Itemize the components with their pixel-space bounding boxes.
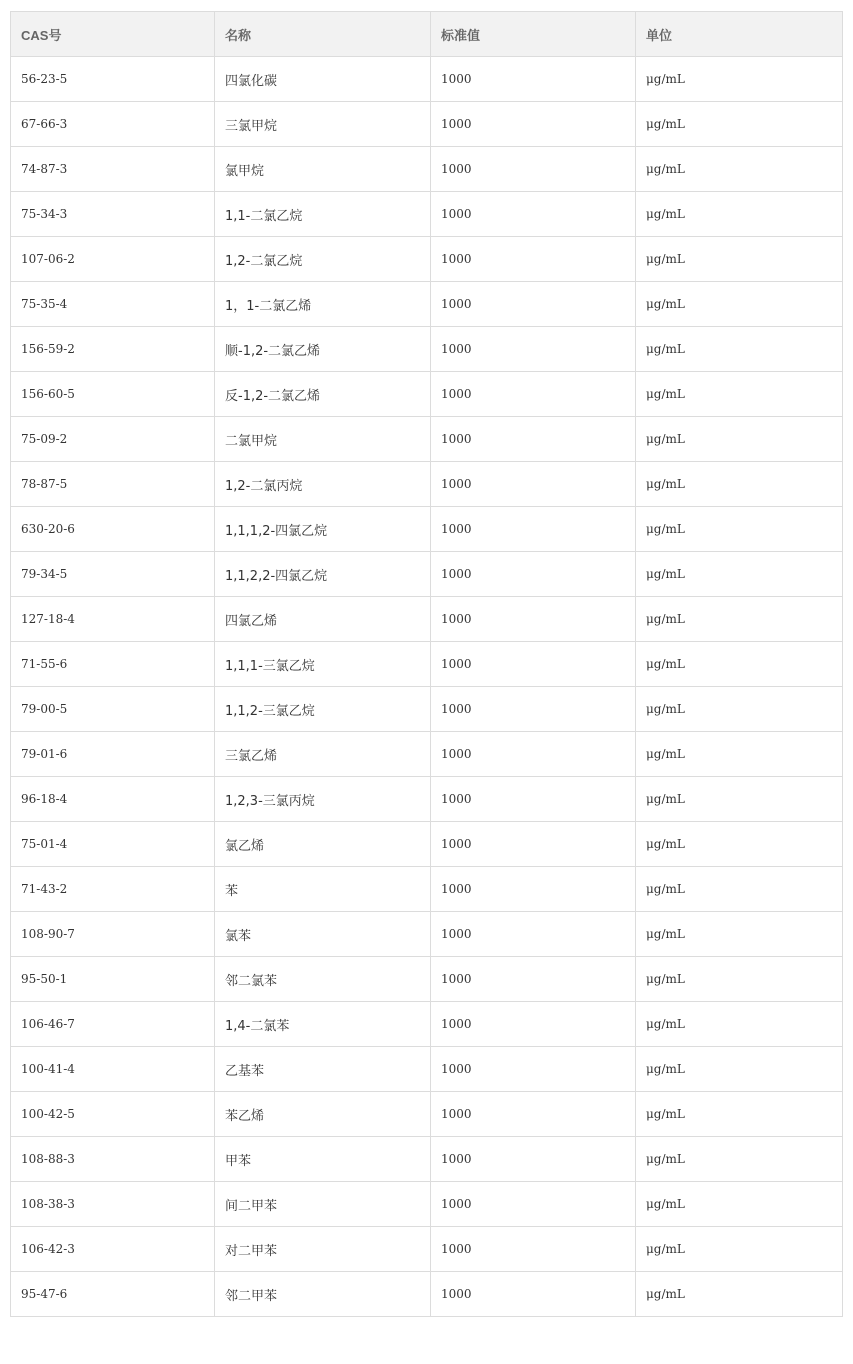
table-row bbox=[11, 192, 843, 237]
standards-table-container bbox=[10, 11, 842, 1317]
standard-value-cell: 1000 bbox=[431, 912, 636, 957]
cas-cell: 79-00-5 bbox=[11, 687, 215, 732]
name-cell: 对二甲苯 bbox=[215, 1227, 431, 1272]
cas-cell: 156-59-2 bbox=[11, 327, 215, 372]
table-row bbox=[11, 327, 843, 372]
table-row bbox=[11, 597, 843, 642]
name-cell: 乙基苯 bbox=[215, 1047, 431, 1092]
standard-value-cell: 1000 bbox=[431, 237, 636, 282]
name-cell: 间二甲苯 bbox=[215, 1182, 431, 1227]
cas-cell: 79-34-5 bbox=[11, 552, 215, 597]
table-row bbox=[11, 687, 843, 732]
unit-cell: μg/mL bbox=[636, 822, 843, 867]
name-cell: 氯乙烯 bbox=[215, 822, 431, 867]
unit-cell: μg/mL bbox=[636, 462, 843, 507]
name-cell: 反-1,2-二氯乙烯 bbox=[215, 372, 431, 417]
standards-table bbox=[10, 11, 843, 1317]
standard-value-cell: 1000 bbox=[431, 777, 636, 822]
table-row bbox=[11, 912, 843, 957]
cas-cell: 78-87-5 bbox=[11, 462, 215, 507]
unit-cell: μg/mL bbox=[636, 147, 843, 192]
standard-value-cell: 1000 bbox=[431, 732, 636, 777]
standard-value-cell: 1000 bbox=[431, 1227, 636, 1272]
name-cell: 甲苯 bbox=[215, 1137, 431, 1182]
standard-value-cell: 1000 bbox=[431, 417, 636, 462]
cas-cell: 108-88-3 bbox=[11, 1137, 215, 1182]
name-cell: 1,1,1,2-四氯乙烷 bbox=[215, 507, 431, 552]
unit-cell: μg/mL bbox=[636, 237, 843, 282]
unit-cell: μg/mL bbox=[636, 102, 843, 147]
name-cell: 邻二甲苯 bbox=[215, 1272, 431, 1317]
cas-cell: 156-60-5 bbox=[11, 372, 215, 417]
unit-cell: μg/mL bbox=[636, 912, 843, 957]
cas-cell: 67-66-3 bbox=[11, 102, 215, 147]
name-cell: 1，1-二氯乙烯 bbox=[215, 282, 431, 327]
table-row bbox=[11, 102, 843, 147]
table-row bbox=[11, 372, 843, 417]
cas-cell: 56-23-5 bbox=[11, 57, 215, 102]
table-row bbox=[11, 957, 843, 1002]
standard-value-cell: 1000 bbox=[431, 327, 636, 372]
cas-cell: 106-42-3 bbox=[11, 1227, 215, 1272]
cas-cell: 127-18-4 bbox=[11, 597, 215, 642]
cas-cell: 79-01-6 bbox=[11, 732, 215, 777]
standard-value-cell: 1000 bbox=[431, 102, 636, 147]
unit-cell: μg/mL bbox=[636, 57, 843, 102]
unit-cell: μg/mL bbox=[636, 687, 843, 732]
unit-cell: μg/mL bbox=[636, 1092, 843, 1137]
table-row bbox=[11, 1227, 843, 1272]
table-row bbox=[11, 1272, 843, 1317]
name-cell: 苯乙烯 bbox=[215, 1092, 431, 1137]
name-cell: 四氯乙烯 bbox=[215, 597, 431, 642]
cas-cell: 107-06-2 bbox=[11, 237, 215, 282]
unit-cell: μg/mL bbox=[636, 1272, 843, 1317]
cas-cell: 74-87-3 bbox=[11, 147, 215, 192]
name-cell: 1,1,2,2-四氯乙烷 bbox=[215, 552, 431, 597]
table-row bbox=[11, 57, 843, 102]
table-row bbox=[11, 282, 843, 327]
unit-cell: μg/mL bbox=[636, 732, 843, 777]
name-cell: 1,1-二氯乙烷 bbox=[215, 192, 431, 237]
table-row bbox=[11, 462, 843, 507]
unit-cell: μg/mL bbox=[636, 1137, 843, 1182]
cas-cell: 108-90-7 bbox=[11, 912, 215, 957]
name-cell: 二氯甲烷 bbox=[215, 417, 431, 462]
standard-value-cell: 1000 bbox=[431, 552, 636, 597]
standard-value-cell: 1000 bbox=[431, 462, 636, 507]
table-row bbox=[11, 1047, 843, 1092]
unit-cell: μg/mL bbox=[636, 597, 843, 642]
header-cas: CAS号 bbox=[11, 12, 215, 57]
standard-value-cell: 1000 bbox=[431, 1002, 636, 1047]
standard-value-cell: 1000 bbox=[431, 1137, 636, 1182]
name-cell: 1,4-二氯苯 bbox=[215, 1002, 431, 1047]
standard-value-cell: 1000 bbox=[431, 282, 636, 327]
standard-value-cell: 1000 bbox=[431, 1092, 636, 1137]
table-row bbox=[11, 552, 843, 597]
cas-cell: 75-34-3 bbox=[11, 192, 215, 237]
standard-value-cell: 1000 bbox=[431, 147, 636, 192]
standard-value-cell: 1000 bbox=[431, 867, 636, 912]
unit-cell: μg/mL bbox=[636, 867, 843, 912]
cas-cell: 95-47-6 bbox=[11, 1272, 215, 1317]
name-cell: 四氯化碳 bbox=[215, 57, 431, 102]
unit-cell: μg/mL bbox=[636, 1182, 843, 1227]
table-row bbox=[11, 147, 843, 192]
table-row bbox=[11, 867, 843, 912]
cas-cell: 106-46-7 bbox=[11, 1002, 215, 1047]
standard-value-cell: 1000 bbox=[431, 192, 636, 237]
standard-value-cell: 1000 bbox=[431, 642, 636, 687]
name-cell: 1,1,1-三氯乙烷 bbox=[215, 642, 431, 687]
cas-cell: 71-55-6 bbox=[11, 642, 215, 687]
table-row bbox=[11, 777, 843, 822]
cas-cell: 630-20-6 bbox=[11, 507, 215, 552]
standard-value-cell: 1000 bbox=[431, 1047, 636, 1092]
table-row bbox=[11, 417, 843, 462]
header-row bbox=[11, 12, 843, 57]
unit-cell: μg/mL bbox=[636, 1002, 843, 1047]
unit-cell: μg/mL bbox=[636, 957, 843, 1002]
standard-value-cell: 1000 bbox=[431, 687, 636, 732]
unit-cell: μg/mL bbox=[636, 552, 843, 597]
name-cell: 1,2-二氯乙烷 bbox=[215, 237, 431, 282]
name-cell: 1,1,2-三氯乙烷 bbox=[215, 687, 431, 732]
name-cell: 邻二氯苯 bbox=[215, 957, 431, 1002]
cas-cell: 95-50-1 bbox=[11, 957, 215, 1002]
name-cell: 三氯甲烷 bbox=[215, 102, 431, 147]
table-row bbox=[11, 642, 843, 687]
cas-cell: 75-01-4 bbox=[11, 822, 215, 867]
table-row bbox=[11, 1137, 843, 1182]
cas-cell: 96-18-4 bbox=[11, 777, 215, 822]
name-cell: 1,2,3-三氯丙烷 bbox=[215, 777, 431, 822]
name-cell: 1,2-二氯丙烷 bbox=[215, 462, 431, 507]
unit-cell: μg/mL bbox=[636, 417, 843, 462]
name-cell: 苯 bbox=[215, 867, 431, 912]
cas-cell: 100-42-5 bbox=[11, 1092, 215, 1137]
table-row bbox=[11, 507, 843, 552]
unit-cell: μg/mL bbox=[636, 642, 843, 687]
name-cell: 氯甲烷 bbox=[215, 147, 431, 192]
header-unit: 单位 bbox=[636, 12, 843, 57]
cas-cell: 75-35-4 bbox=[11, 282, 215, 327]
cas-cell: 75-09-2 bbox=[11, 417, 215, 462]
unit-cell: μg/mL bbox=[636, 507, 843, 552]
standard-value-cell: 1000 bbox=[431, 1272, 636, 1317]
unit-cell: μg/mL bbox=[636, 1227, 843, 1272]
unit-cell: μg/mL bbox=[636, 372, 843, 417]
header-name: 名称 bbox=[215, 12, 431, 57]
table-body bbox=[11, 57, 843, 1317]
standard-value-cell: 1000 bbox=[431, 1182, 636, 1227]
standard-value-cell: 1000 bbox=[431, 597, 636, 642]
table-row bbox=[11, 1002, 843, 1047]
unit-cell: μg/mL bbox=[636, 282, 843, 327]
name-cell: 三氯乙烯 bbox=[215, 732, 431, 777]
table-row bbox=[11, 1092, 843, 1137]
table-row bbox=[11, 237, 843, 282]
unit-cell: μg/mL bbox=[636, 192, 843, 237]
unit-cell: μg/mL bbox=[636, 1047, 843, 1092]
unit-cell: μg/mL bbox=[636, 327, 843, 372]
cas-cell: 100-41-4 bbox=[11, 1047, 215, 1092]
standard-value-cell: 1000 bbox=[431, 957, 636, 1002]
table-row bbox=[11, 822, 843, 867]
name-cell: 氯苯 bbox=[215, 912, 431, 957]
table-row bbox=[11, 1182, 843, 1227]
standard-value-cell: 1000 bbox=[431, 372, 636, 417]
name-cell: 顺-1,2-二氯乙烯 bbox=[215, 327, 431, 372]
cas-cell: 71-43-2 bbox=[11, 867, 215, 912]
table-header bbox=[11, 12, 843, 57]
header-standard-value: 标准值 bbox=[431, 12, 636, 57]
standard-value-cell: 1000 bbox=[431, 57, 636, 102]
unit-cell: μg/mL bbox=[636, 777, 843, 822]
table-row bbox=[11, 732, 843, 777]
standard-value-cell: 1000 bbox=[431, 507, 636, 552]
standard-value-cell: 1000 bbox=[431, 822, 636, 867]
cas-cell: 108-38-3 bbox=[11, 1182, 215, 1227]
